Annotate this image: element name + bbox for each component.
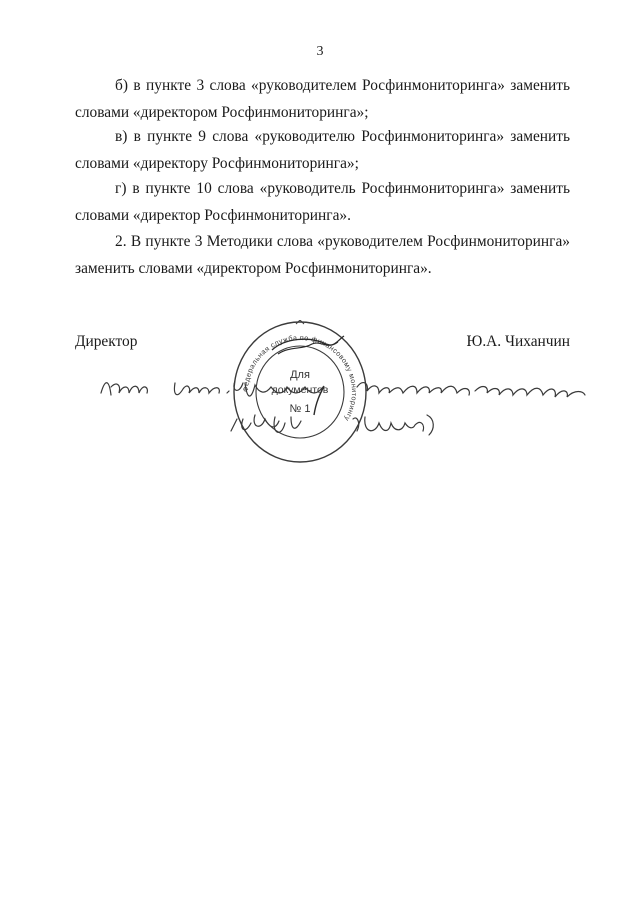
handwritten-copy-note — [95, 375, 595, 445]
seal-center-line2: документов — [271, 384, 329, 396]
paragraph-line: заменить словами «директором Росфинмониторинга». — [75, 260, 432, 277]
paragraph-2 — [75, 228, 570, 282]
paragraph-line: б) в пункте 3 слова «руководителем Росфинмониторинга» заменить — [115, 77, 570, 94]
paragraph-line: словами «директору Росфинмониторинга»; — [75, 155, 359, 172]
paragraph-v — [75, 123, 570, 177]
seal-ring-text: Федеральная служба по финансовому мониторингу — [240, 332, 360, 423]
paragraph-line: 2. В пункте 3 Методики слова «руководителем Росфинмониторинга» — [115, 233, 570, 250]
paragraph-b — [75, 72, 570, 126]
paragraph-g — [75, 175, 570, 229]
paragraph-line: словами «директор Росфинмониторинга». — [75, 207, 351, 224]
seal-center-line3: № 1 — [289, 403, 311, 415]
page-number: 3 — [316, 44, 324, 59]
seal-center-line1: Для — [290, 369, 310, 381]
signature-title: Директор — [75, 333, 138, 350]
handwritten-note-text: Копия верна: Начальник Общего документооборота Иван ов — [95, 375, 121, 376]
paragraph-line: словами «директором Росфинмониторинга»; — [75, 104, 369, 121]
paragraph-line: г) в пункте 10 слова «руководитель Росфинмониторинга» заменить — [115, 180, 570, 197]
paragraph-line: в) в пункте 9 слова «руководителю Росфинмониторинга» заменить — [115, 128, 570, 145]
signature-name: Ю.А. Чиханчин — [466, 333, 570, 350]
